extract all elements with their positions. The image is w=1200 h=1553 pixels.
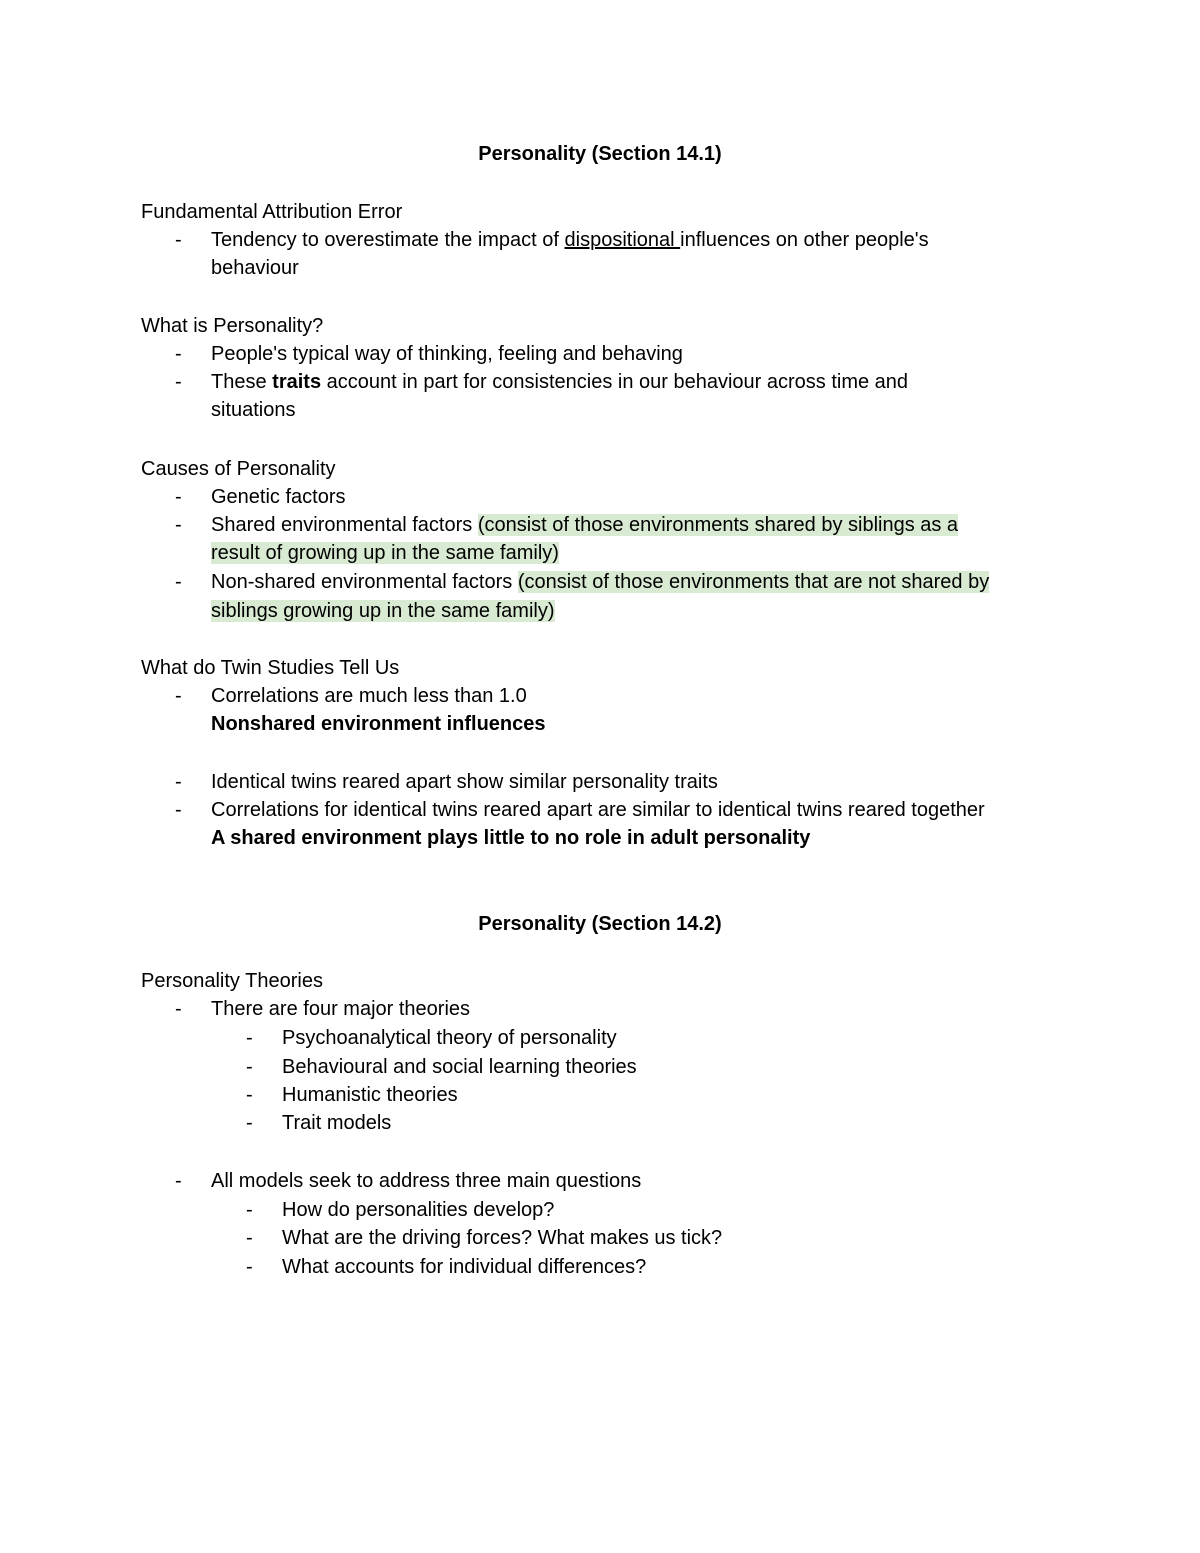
question-driving-forces: What are the driving forces? What makes us tick? [282, 1227, 723, 1249]
what-is-item-2 [211, 368, 908, 397]
bullet-dash: - [175, 514, 182, 536]
twins-item-1: Correlations are much less than 1.0 [211, 685, 527, 707]
fae-item-1 [211, 226, 929, 255]
bullet-dash: - [246, 1112, 253, 1134]
heading-fundamental-attribution-error: Fundamental Attribution Error [141, 201, 403, 223]
theory-behavioural-social: Behavioural and social learning theories [282, 1056, 637, 1078]
twins-item-3: Correlations for identical twins reared apart are similar to identical twins reared together [211, 799, 985, 821]
causes-item-2-line-2 [211, 539, 559, 568]
twins-item-2: Identical twins reared apart show similar personality traits [211, 771, 718, 793]
bullet-dash: - [175, 685, 182, 707]
heading-twin-studies: What do Twin Studies Tell Us [141, 657, 400, 679]
fae-item-1-start: Tendency to overestimate the impact of [211, 229, 565, 251]
question-individual-differences: What accounts for individual differences? [282, 1256, 647, 1278]
dispositional-underlined: dispositional [564, 229, 681, 251]
causes-item-2-highlight: (consist of those environments shared by siblings as a [477, 514, 959, 536]
traits-bold: traits [272, 371, 322, 393]
what-is-item-2-end: account in part for consistencies in our behaviour across time and [321, 371, 909, 393]
heading-causes-of-personality: Causes of Personality [141, 458, 336, 480]
theories-item-2: All models seek to address three main questions [211, 1170, 642, 1192]
fae-item-1-line-2: behaviour [211, 257, 299, 279]
causes-item-3-start: Non-shared environmental factors [211, 571, 518, 593]
twins-item-3-conclusion: A shared environment plays little to no role in adult personality [211, 827, 811, 849]
theory-psychoanalytical: Psychoanalytical theory of personality [282, 1027, 617, 1049]
bullet-dash: - [175, 371, 182, 393]
bullet-dash: - [246, 1256, 253, 1278]
bullet-dash: - [246, 1227, 253, 1249]
causes-item-1: Genetic factors [211, 486, 346, 508]
causes-item-3-line-2-highlight: siblings growing up in the same family) [211, 600, 555, 622]
bullet-dash: - [246, 1056, 253, 1078]
bullet-dash: - [175, 1170, 182, 1192]
causes-item-3-line-2 [211, 597, 555, 626]
bullet-dash: - [175, 998, 182, 1020]
causes-item-3-highlight: (consist of those environments that are not shared by [517, 571, 990, 593]
causes-item-3 [211, 568, 989, 597]
bullet-dash: - [175, 229, 182, 251]
bullet-dash: - [246, 1199, 253, 1221]
what-is-item-2-line-2: situations [211, 399, 296, 421]
theory-trait-models: Trait models [282, 1112, 392, 1134]
theories-item-1: There are four major theories [211, 998, 471, 1020]
what-is-item-2-start: These [211, 371, 273, 393]
bullet-dash: - [175, 486, 182, 508]
twins-item-1-conclusion: Nonshared environment influences [211, 713, 546, 735]
what-is-item-1: People's typical way of thinking, feeling and behaving [211, 343, 683, 365]
fae-item-1-end: influences on other people's [680, 229, 929, 251]
heading-personality-theories: Personality Theories [141, 970, 323, 992]
causes-item-2-line-2-highlight: result of growing up in the same family) [211, 542, 559, 564]
bullet-dash: - [246, 1027, 253, 1049]
bullet-dash: - [175, 571, 182, 593]
heading-what-is-personality: What is Personality? [141, 315, 324, 337]
section-title-14-1: Personality (Section 14.1) [478, 143, 722, 165]
theory-humanistic: Humanistic theories [282, 1084, 458, 1106]
bullet-dash: - [246, 1084, 253, 1106]
bullet-dash: - [175, 771, 182, 793]
question-develop: How do personalities develop? [282, 1199, 555, 1221]
section-title-14-2: Personality (Section 14.2) [478, 913, 722, 935]
bullet-dash: - [175, 343, 182, 365]
bullet-dash: - [175, 799, 182, 821]
causes-item-2-start: Shared environmental factors [211, 514, 478, 536]
causes-item-2 [211, 511, 958, 540]
